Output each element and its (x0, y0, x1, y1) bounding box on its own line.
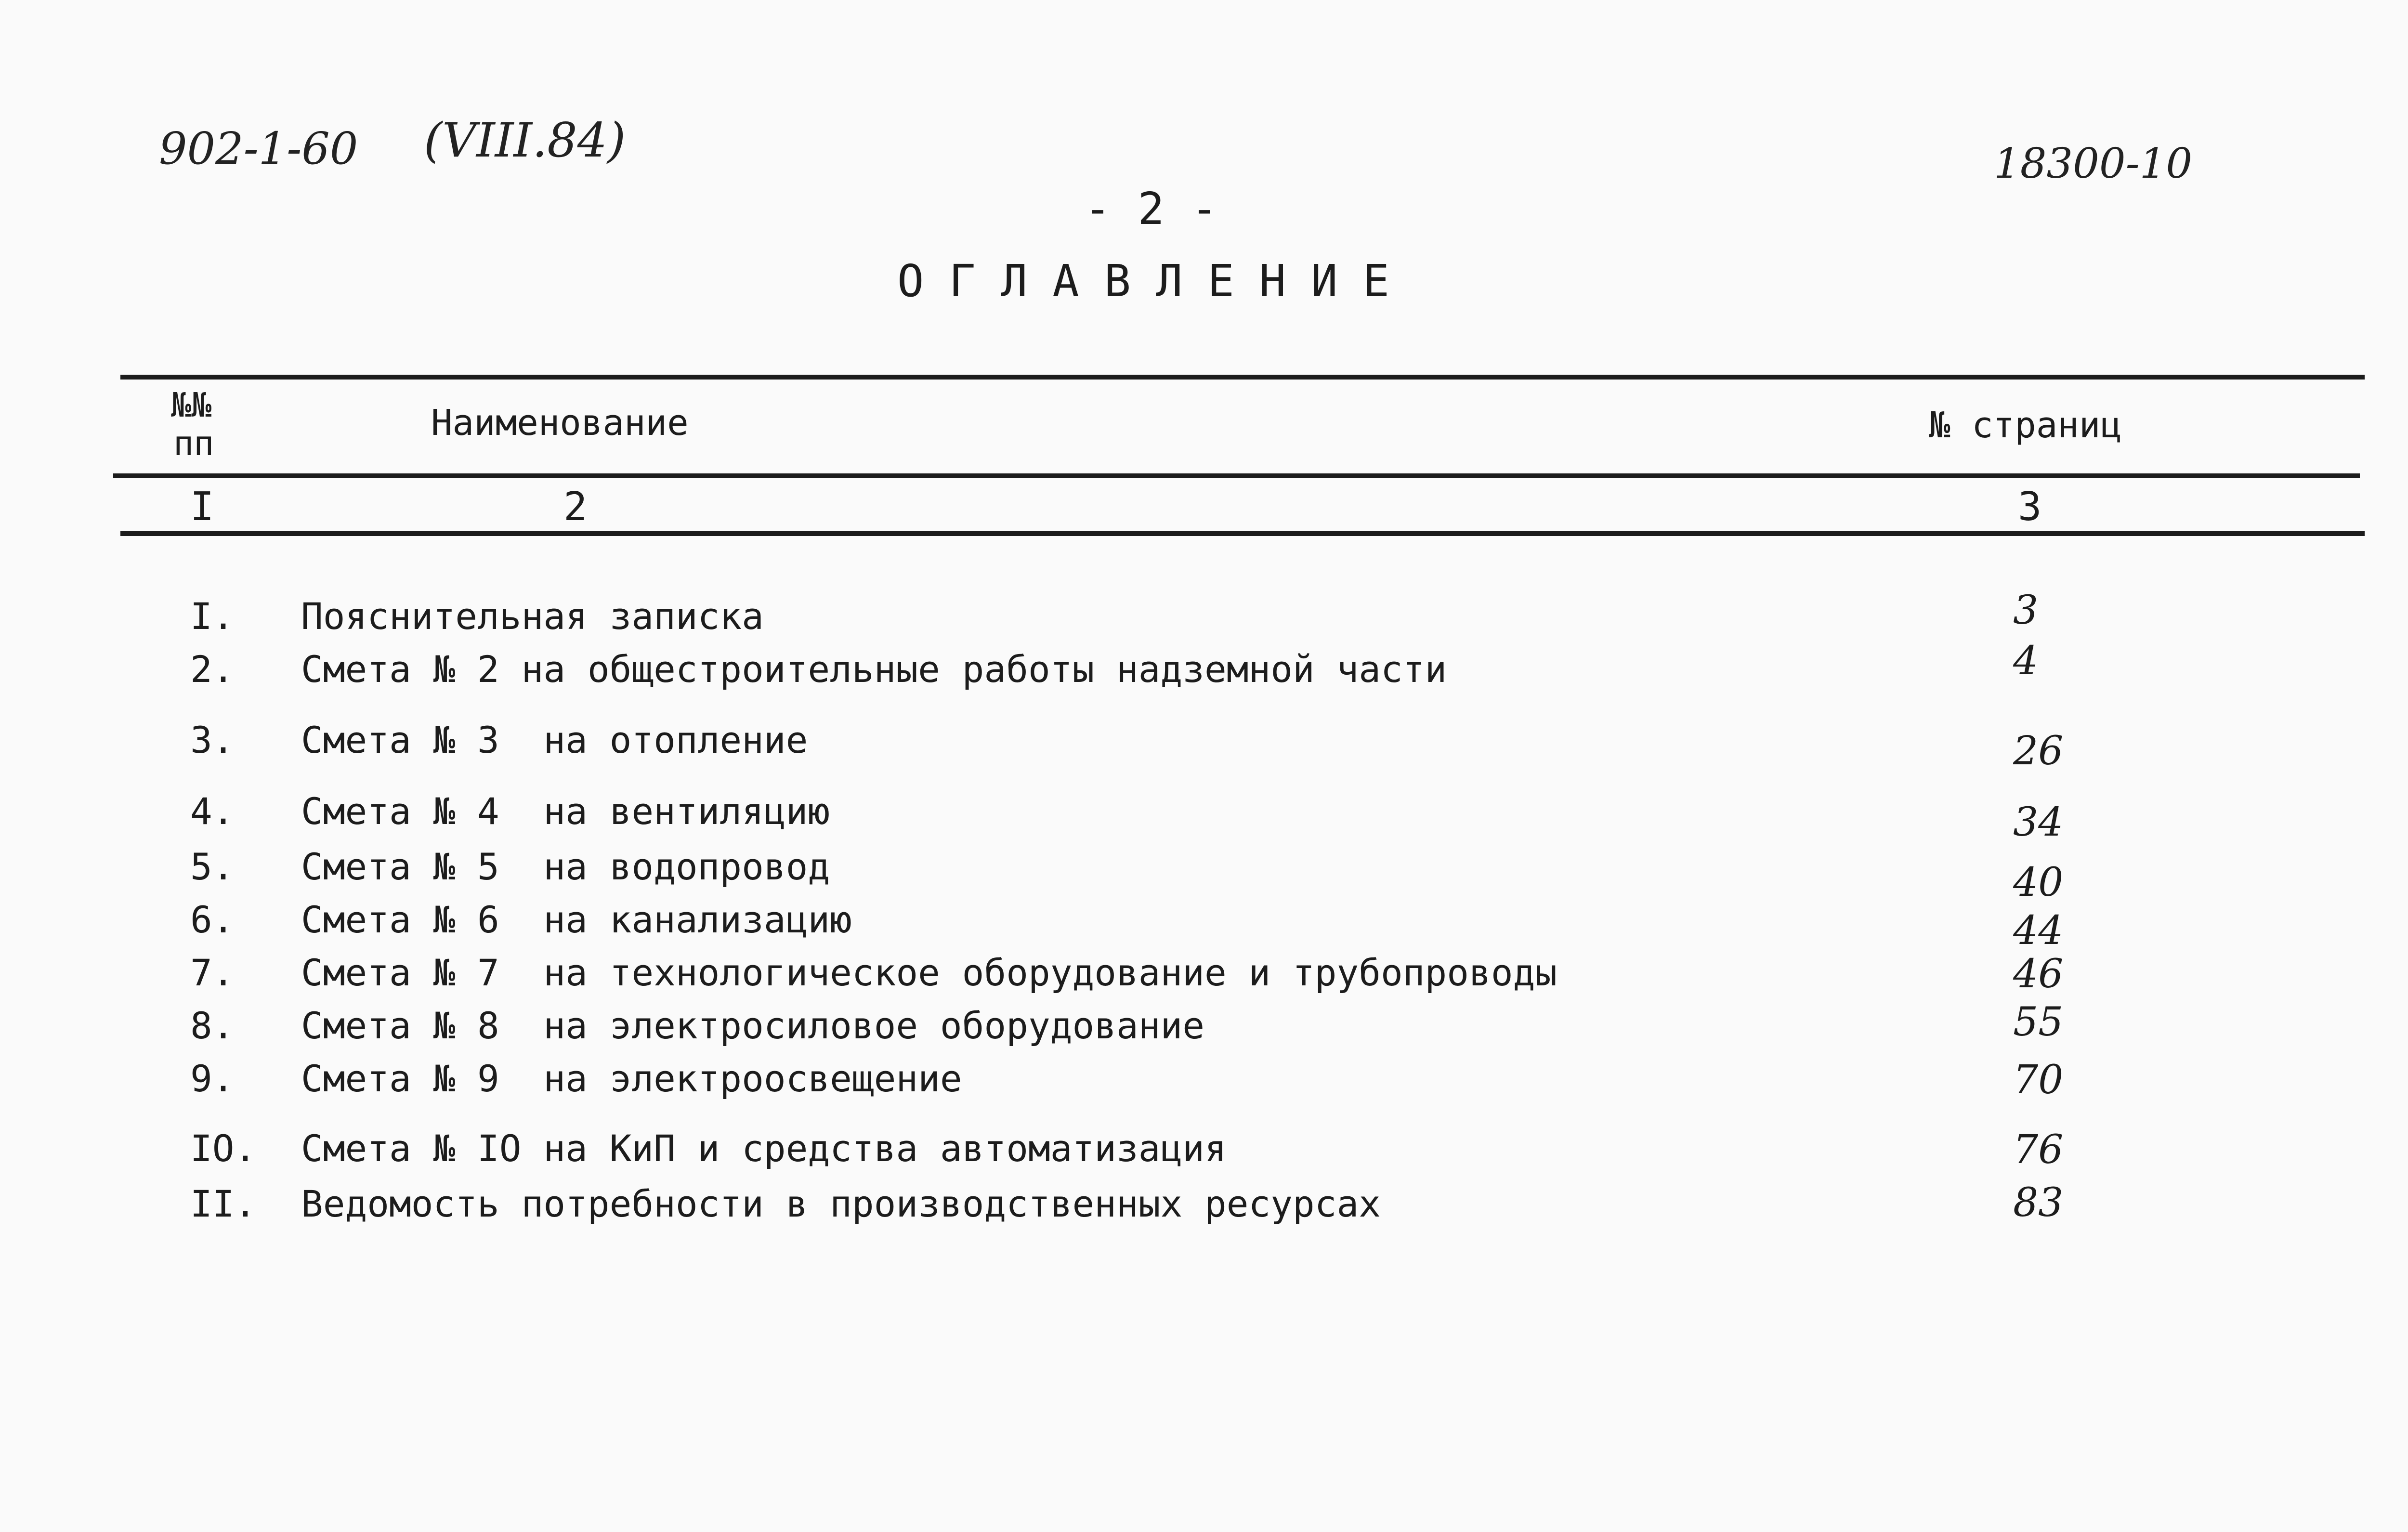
row-number: 3. (190, 719, 235, 761)
row-page: 3 (2013, 588, 2039, 633)
header-name: Наименование (431, 402, 689, 444)
row-number: IO. (190, 1127, 257, 1170)
row-page: 83 (2013, 1180, 2064, 1226)
row-number: 2. (190, 648, 235, 691)
row-page: 40 (2013, 860, 2064, 905)
page-title: ОГЛАВЛЕНИЕ (897, 255, 1414, 307)
table-row (0, 898, 2408, 954)
header-number-line2: пп (173, 424, 214, 463)
table-rule-column-numbers (120, 531, 2365, 536)
column-number-3: 3 (2018, 484, 2042, 530)
row-title: Смета № 8 на электросиловое оборудование (301, 1004, 1204, 1047)
row-title: Смета № 5 на водопровод (301, 845, 830, 888)
row-page: 34 (2013, 799, 2064, 845)
handwritten-date: (VIII.84) (424, 113, 626, 168)
row-title: Ведомость потребности в производственных ресурсах (301, 1182, 1381, 1225)
row-title: Смета № 4 на вентиляцию (301, 790, 830, 833)
header-page: № страниц (1929, 405, 2122, 446)
row-title: Смета № 2 на общестроительные работы надземной части (301, 648, 1447, 691)
row-title: Смета № IO на КиП и средства автоматизация (301, 1127, 1227, 1170)
row-page: 70 (2013, 1057, 2064, 1103)
row-title: Смета № 9 на электроосвещение (301, 1057, 962, 1100)
table-row (0, 638, 2408, 696)
column-number-1: I (190, 484, 214, 530)
row-number: 8. (190, 1004, 235, 1047)
row-number: 4. (190, 790, 235, 833)
row-number: I. (190, 595, 235, 638)
table-row (0, 845, 2408, 905)
row-number: 9. (190, 1057, 235, 1100)
row-title: Смета № 6 на канализацию (301, 898, 852, 941)
row-number: 7. (190, 951, 235, 994)
handwritten-inventory-number: 18300-10 (1994, 140, 2193, 188)
page-number: - 2 - (1084, 183, 1218, 235)
row-number: II. (190, 1182, 257, 1225)
row-page: 76 (2013, 1127, 2064, 1173)
table-rule-top (120, 375, 2365, 380)
table-row (0, 1057, 2408, 1105)
row-page: 4 (2013, 638, 2039, 684)
table-row (0, 790, 2408, 845)
column-number-2: 2 (563, 484, 588, 530)
handwritten-project-code: 902-1-60 (159, 123, 358, 174)
row-page: 44 (2013, 908, 2064, 954)
row-title: Смета № 3 на отопление (301, 719, 808, 761)
table-rule-header (113, 473, 2360, 478)
table-row (0, 1127, 2408, 1175)
row-page: 55 (2013, 999, 2064, 1045)
row-number: 6. (190, 898, 235, 941)
table-row (0, 999, 2408, 1052)
table-row (0, 951, 2408, 999)
row-number: 5. (190, 845, 235, 888)
header-number-line1: №№ (171, 385, 212, 425)
table-row (0, 588, 2408, 643)
row-page: 46 (2013, 951, 2064, 997)
row-title: Пояснительная записка (301, 595, 764, 638)
row-title: Смета № 7 на технологическое оборудование и трубопроводы (301, 951, 1557, 994)
table-row (0, 719, 2408, 774)
table-row (0, 1182, 2408, 1231)
row-page: 26 (2013, 728, 2064, 774)
